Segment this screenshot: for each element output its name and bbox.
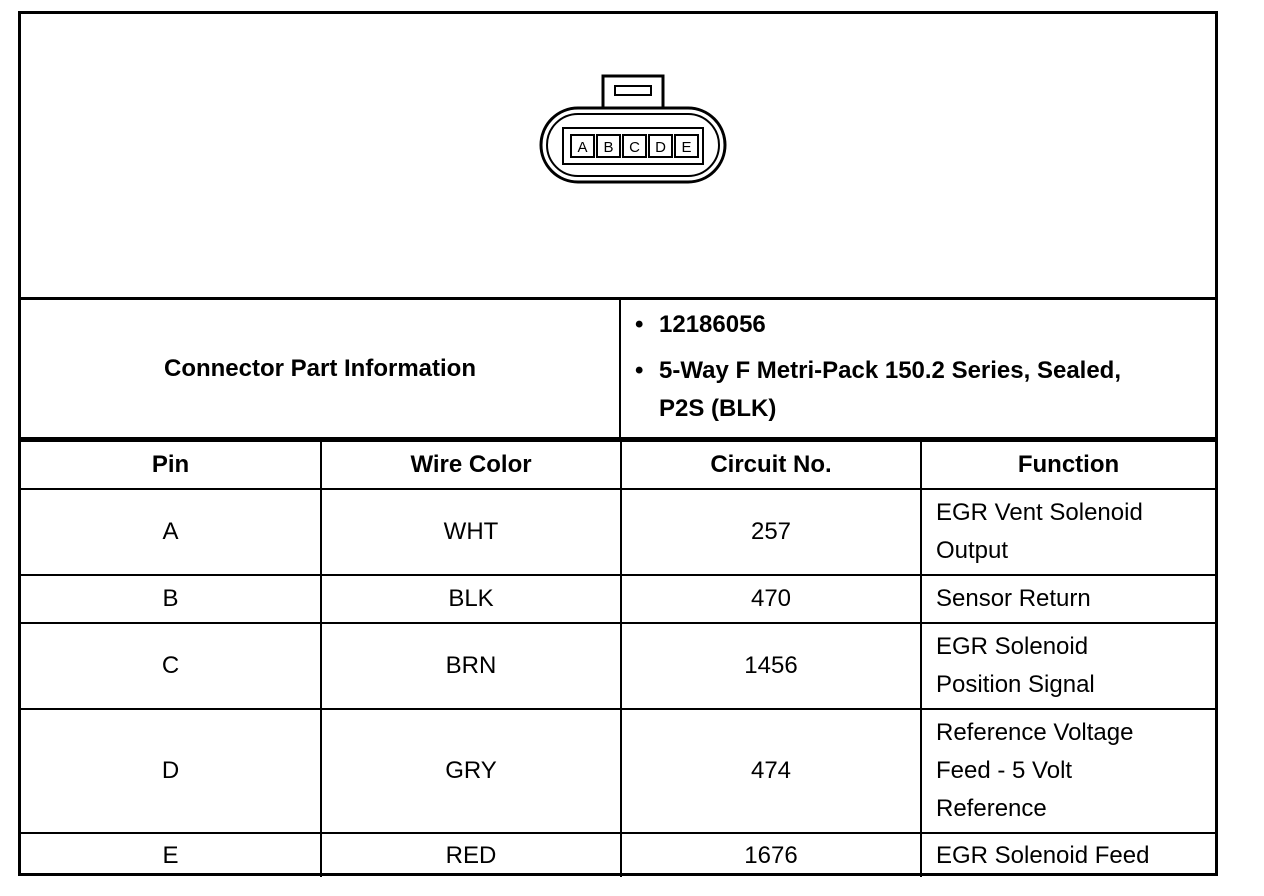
circuit-cell: 1456	[621, 623, 921, 709]
part-description-continuation	[635, 390, 776, 428]
function-line: Output	[936, 537, 1009, 564]
pin-cell: A	[21, 489, 321, 575]
wire-color-cell: BLK	[321, 575, 621, 623]
connector-pins	[571, 135, 698, 157]
part-info-label: Connector Part Information	[21, 300, 621, 437]
pin-cell: D	[21, 709, 321, 833]
table-row	[21, 833, 1215, 877]
circuit-cell: 1676	[621, 833, 921, 877]
function-cell	[921, 575, 1215, 623]
connector-sheet	[18, 11, 1218, 876]
function-line: Position Signal	[936, 671, 1095, 698]
bullet: •	[635, 311, 644, 338]
table-row	[21, 709, 1215, 833]
pin-label-a: A	[577, 139, 588, 156]
function-cell	[921, 623, 1215, 709]
function-line: Feed - 5 Volt	[936, 757, 1073, 784]
part-number-item	[635, 306, 766, 344]
circuit-cell: 474	[621, 709, 921, 833]
pinout-table	[21, 440, 1215, 877]
function-cell	[921, 489, 1215, 575]
bullet: •	[635, 357, 644, 384]
pin-label-b: B	[603, 139, 614, 156]
pin-cell: C	[21, 623, 321, 709]
part-info-list	[621, 300, 1215, 437]
header-circuit-no: Circuit No.	[621, 441, 921, 489]
part-description-line-2: P2S (BLK)	[659, 395, 777, 422]
table-row	[21, 575, 1215, 623]
part-number: 12186056	[659, 311, 766, 338]
table-row	[21, 489, 1215, 575]
part-description-line-1: 5-Way F Metri-Pack 150.2 Series, Sealed,	[659, 357, 1122, 384]
table-row	[21, 623, 1215, 709]
header-pin: Pin	[21, 441, 321, 489]
function-line: EGR Vent Solenoid	[936, 499, 1143, 526]
function-line: EGR Solenoid	[936, 633, 1089, 660]
header-wire-color: Wire Color	[321, 441, 621, 489]
circuit-cell: 257	[621, 489, 921, 575]
table-header-row	[21, 441, 1215, 489]
wire-color-cell: WHT	[321, 489, 621, 575]
part-info-section	[21, 300, 1215, 440]
header-function: Function	[921, 441, 1215, 489]
pin-cell: B	[21, 575, 321, 623]
function-line: Reference Voltage	[936, 719, 1134, 746]
function-line: Reference	[936, 795, 1047, 822]
circuit-cell: 470	[621, 575, 921, 623]
function-line: Sensor Return	[936, 585, 1091, 612]
pin-cell: E	[21, 833, 321, 877]
part-description-item	[635, 352, 1121, 390]
function-cell	[921, 833, 1215, 877]
pin-label-e: E	[681, 139, 692, 156]
function-cell	[921, 709, 1215, 833]
wire-color-cell: GRY	[321, 709, 621, 833]
connector-lock-slot	[615, 86, 651, 95]
wire-color-cell: RED	[321, 833, 621, 877]
wire-color-cell: BRN	[321, 623, 621, 709]
pin-label-c: C	[629, 139, 640, 156]
function-line: EGR Solenoid Feed	[936, 841, 1150, 869]
connector-diagram-area	[21, 14, 1215, 300]
connector-face-diagram	[533, 70, 733, 190]
pin-label-d: D	[655, 139, 666, 156]
